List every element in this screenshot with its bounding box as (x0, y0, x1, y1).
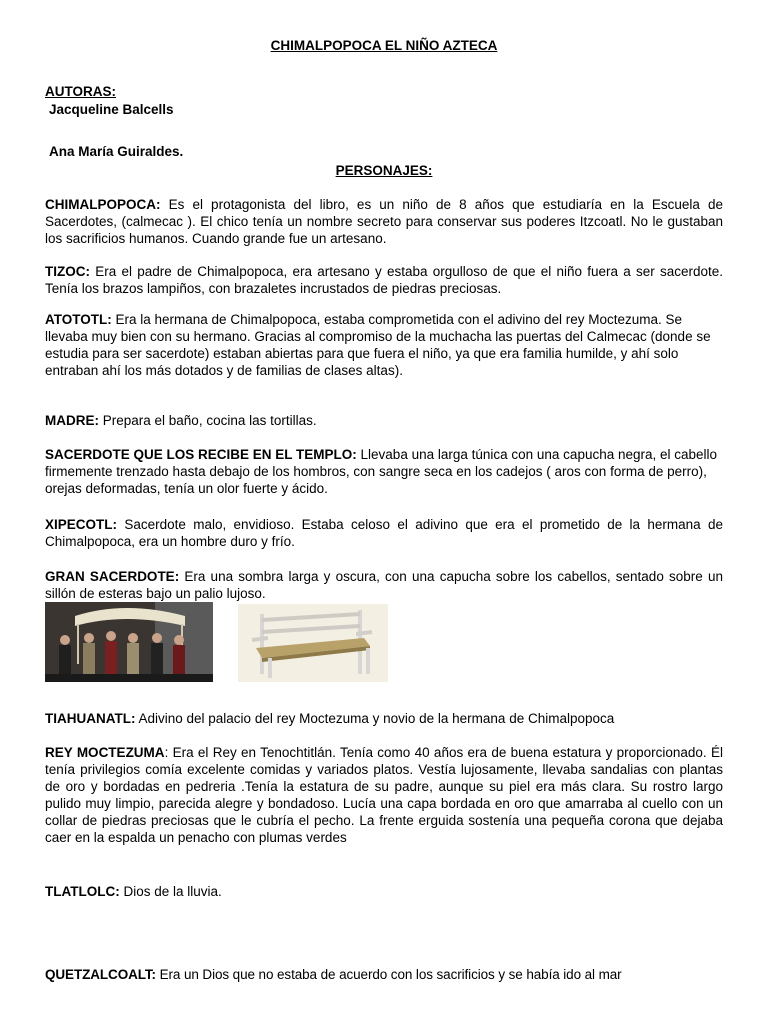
character-rey-moctezuma (45, 744, 723, 846)
character-description: Era la hermana de Chimalpopoca, estaba comprometida con el adivino del rey Moctezuma. Se llevaba muy bien con su hermano. Gracias al compromiso de la muchacha las puertas del Calmecac (donde se estudia para ser sacerdote) estaban abiertas para que fuera el niño, ya que era familia humilde, y ahí solo entraban ahí los más dotados y de familias de clases altas). (45, 312, 711, 378)
character-description: Era el padre de Chimalpopoca, era artesano y estaba orgulloso de que el niño fuera a ser sacerdote. Tenía los brazos lampiños, con brazaletes incrustados de piedras preciosas. (45, 264, 723, 296)
character-name: CHIMALPOPOCA: (45, 197, 161, 212)
character-description: Era un Dios que no estaba de acuerdo con los sacrificios y se había ido al mar (155, 967, 622, 982)
character-chimalpopoca (45, 196, 723, 247)
character-description: Dios de la lluvia. (119, 884, 222, 899)
character-name: MADRE: (45, 413, 99, 428)
character-name: TIAHUANATL: (45, 711, 136, 726)
character-atototl (45, 311, 723, 379)
character-quetzalcoalt (45, 966, 723, 983)
characters-label: PERSONAJES: (335, 163, 433, 178)
character-description: Adivino del palacio del rey Moctezuma y novio de la hermana de Chimalpopoca (135, 711, 615, 726)
character-description: Sacerdote malo, envidioso. Estaba celoso el adivino que era el prometido de la hermana de Chimalpopoca, era un hombre duro y frío. (45, 517, 723, 549)
character-name: REY MOCTEZUMA (45, 745, 165, 760)
character-description: Prepara el baño, cocina las tortillas. (99, 413, 317, 428)
character-madre (45, 412, 723, 429)
bench-photo (238, 604, 388, 682)
character-description: Era una sombra larga y oscura, con una capucha sobre los cabellos, sentado sobre un sillón de esteras bajo un palio lujoso. (45, 569, 723, 601)
character-name: TIZOC: (45, 264, 90, 279)
character-tizoc (45, 263, 723, 297)
character-tlatlolc (45, 883, 723, 900)
author-1: Jacqueline Balcells (49, 102, 174, 117)
character-name: QUETZALCOALT: (45, 967, 156, 982)
procession-photo (45, 602, 213, 682)
character-name: TLATLOLC: (45, 884, 120, 899)
character-name: SACERDOTE QUE LOS RECIBE EN EL TEMPLO: (45, 447, 357, 462)
authors-label: AUTORAS: (45, 84, 117, 99)
character-description: Es el protagonista del libro, es un niño de 8 años que estudiaría en la Escuela de Sacerdotes, (calmecac ). El chico tenía un nombre secreto para conservar sus poderes Itzcoatl. No le gustaban los sacrificios humanos. Cuando grande fue un artesano. (45, 197, 723, 246)
page-title: CHIMALPOPOCA EL NIÑO AZTECA (270, 38, 498, 53)
character-name: ATOTOTL: (45, 312, 112, 327)
character-gran-sacerdote (45, 568, 723, 602)
character-xipecotl (45, 516, 723, 550)
character-sacerdote (45, 446, 723, 497)
character-name: GRAN SACERDOTE: (45, 569, 180, 584)
character-description: : Era el Rey en Tenochtitlán. Tenía como 40 años era de buena estatura y proporcionado. Él tenía privilegios comía excelente comidas y variados platos. Vestía lujosamente, llevaba sandalias con plantas de oro y bordadas en pedreria .Tenía la estatura de su padre, aunque su piel era más clara. Su rostro largo pulido muy limpio, parecida alegre y bondadoso. Lucía una capa bordada en oro que amarraba al cuello con un collar de piedras preciosas que le cubría el pecho. La frente erguida sostenía una pequeña corona que dejaba caer en la espalda un penacho con plumas verdes (45, 745, 723, 845)
character-tiahuanatl (45, 710, 723, 727)
author-2: Ana María Guiraldes. (49, 144, 184, 159)
character-description: Llevaba una larga túnica con una capucha negra, el cabello firmemente trenzado hasta debajo de los hombros, con sangre seca en los cadejos ( aros con forma de perro), orejas deformadas, tenía un olor fuerte y ácido. (45, 447, 718, 496)
character-name: XIPECOTL: (45, 517, 118, 532)
